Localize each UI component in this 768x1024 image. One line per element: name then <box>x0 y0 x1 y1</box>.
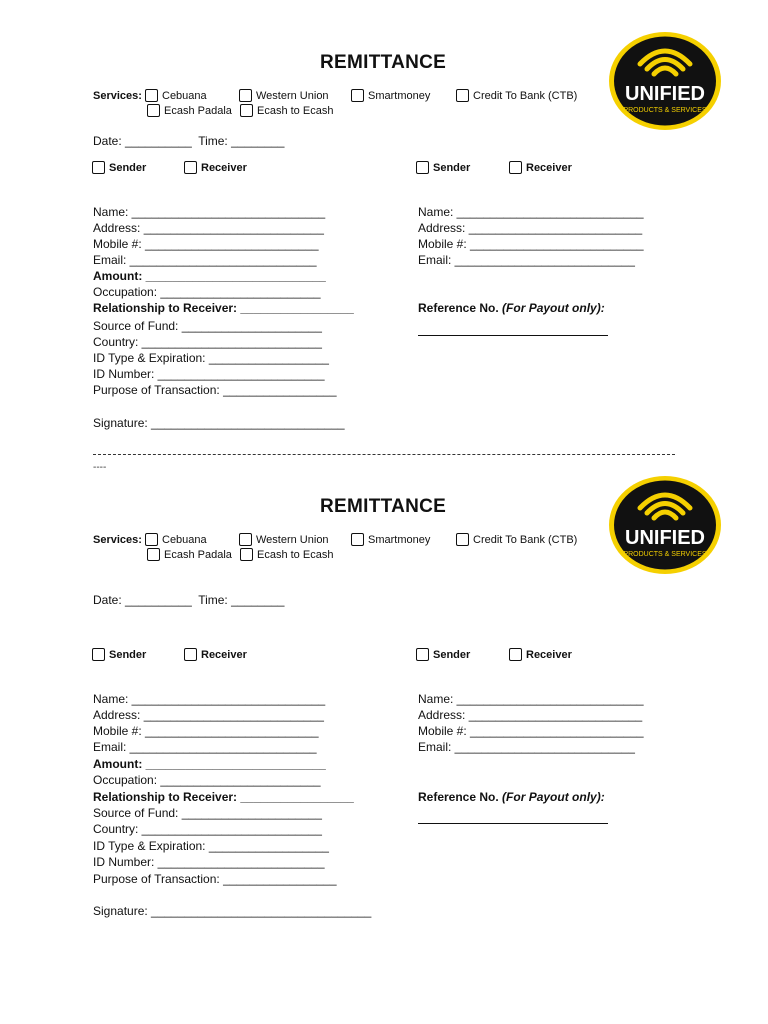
checkbox-icon[interactable] <box>351 533 364 546</box>
checkbox-icon[interactable] <box>416 648 429 661</box>
field-name[interactable]: Name: _____________________________ <box>93 692 326 706</box>
checkbox-icon[interactable] <box>456 533 469 546</box>
field-purpose[interactable]: Purpose of Transaction: _________________ <box>93 872 337 886</box>
receiver-field-mobile[interactable]: Mobile #: __________________________ <box>418 237 644 251</box>
logo-subtext: PRODUCTS & SERVICES <box>623 551 707 558</box>
reference-input-line[interactable] <box>418 823 608 824</box>
field-relationship[interactable]: Relationship to Receiver: _________________ <box>93 790 354 804</box>
remittance-form-top <box>0 0 768 473</box>
checkbox-icon[interactable] <box>239 533 252 546</box>
field-address[interactable]: Address: ___________________________ <box>93 221 324 235</box>
receiver-field-email[interactable]: Email: ___________________________ <box>418 253 635 267</box>
field-email[interactable]: Email: ____________________________ <box>93 740 317 754</box>
checkbox-icon[interactable] <box>145 533 158 546</box>
service-option-smartmoney[interactable]: Smartmoney <box>351 533 430 546</box>
receiver-field-address[interactable]: Address: __________________________ <box>418 221 643 235</box>
checkbox-icon[interactable] <box>145 89 158 102</box>
service-option-ecash-padala[interactable]: Ecash Padala <box>147 104 232 117</box>
service-option-ecash-to-ecash[interactable]: Ecash to Ecash <box>240 104 333 117</box>
field-id-number[interactable]: ID Number: _________________________ <box>93 367 325 381</box>
field-amount[interactable]: Amount: ___________________________ <box>93 269 326 283</box>
checkbox-icon[interactable] <box>239 89 252 102</box>
checkbox-icon[interactable] <box>509 648 522 661</box>
service-option-smartmoney[interactable]: Smartmoney <box>351 89 430 102</box>
field-occupation[interactable]: Occupation: ________________________ <box>93 773 321 787</box>
right-sender-option[interactable]: Sender <box>416 161 470 174</box>
form-title: REMITTANCE <box>320 496 447 517</box>
reference-label: Reference No. (For Payout only): <box>418 301 605 315</box>
service-option-ctb[interactable]: Credit To Bank (CTB) <box>456 533 577 546</box>
receiver-field-address[interactable]: Address: __________________________ <box>418 708 643 722</box>
receiver-field-name[interactable]: Name: ____________________________ <box>418 205 644 219</box>
service-option-ecash-padala[interactable]: Ecash Padala <box>147 548 232 561</box>
service-option-western-union[interactable]: Western Union <box>239 89 329 102</box>
cut-line-tail: ---- <box>93 462 107 473</box>
logo-text: UNIFIED <box>625 527 705 549</box>
field-email[interactable]: Email: ____________________________ <box>93 253 317 267</box>
services-label: Services: <box>93 534 142 546</box>
checkbox-icon[interactable] <box>240 104 253 117</box>
left-receiver-option[interactable]: Receiver <box>184 161 247 174</box>
field-signature[interactable]: Signature: _________________________________ <box>93 904 372 918</box>
field-mobile[interactable]: Mobile #: __________________________ <box>93 724 319 738</box>
field-id-type[interactable]: ID Type & Expiration: __________________ <box>93 351 329 365</box>
reference-label: Reference No. (For Payout only): <box>418 790 605 804</box>
checkbox-icon[interactable] <box>509 161 522 174</box>
right-receiver-option[interactable]: Receiver <box>509 648 572 661</box>
field-name[interactable]: Name: _____________________________ <box>93 205 326 219</box>
field-country[interactable]: Country: ___________________________ <box>93 335 322 349</box>
checkbox-icon[interactable] <box>147 548 160 561</box>
logo-text: UNIFIED <box>625 83 705 105</box>
field-amount[interactable]: Amount: ___________________________ <box>93 757 326 771</box>
services-label: Services: <box>93 90 142 102</box>
receiver-field-mobile[interactable]: Mobile #: __________________________ <box>418 724 644 738</box>
date-time-line[interactable]: Date: __________ Time: ________ <box>93 134 285 148</box>
checkbox-icon[interactable] <box>92 161 105 174</box>
logo-subtext: PRODUCTS & SERVICES <box>623 107 707 114</box>
date-time-line[interactable]: Date: __________ Time: ________ <box>93 593 285 607</box>
checkbox-icon[interactable] <box>240 548 253 561</box>
checkbox-icon[interactable] <box>92 648 105 661</box>
right-sender-option[interactable]: Sender <box>416 648 470 661</box>
left-receiver-option[interactable]: Receiver <box>184 648 247 661</box>
service-option-cebuana[interactable]: Cebuana <box>145 533 207 546</box>
left-sender-option[interactable]: Sender <box>92 161 146 174</box>
field-source-of-fund[interactable]: Source of Fund: _____________________ <box>93 806 322 820</box>
receiver-field-name[interactable]: Name: ____________________________ <box>418 692 644 706</box>
checkbox-icon[interactable] <box>184 161 197 174</box>
field-id-number[interactable]: ID Number: _________________________ <box>93 855 325 869</box>
form-title: REMITTANCE <box>320 52 447 73</box>
field-purpose[interactable]: Purpose of Transaction: _________________ <box>93 383 337 397</box>
reference-input-line[interactable] <box>418 335 608 336</box>
field-relationship[interactable]: Relationship to Receiver: _________________ <box>93 301 354 315</box>
field-address[interactable]: Address: ___________________________ <box>93 708 324 722</box>
field-source-of-fund[interactable]: Source of Fund: _____________________ <box>93 319 322 333</box>
service-option-ecash-to-ecash[interactable]: Ecash to Ecash <box>240 548 333 561</box>
field-id-type[interactable]: ID Type & Expiration: __________________ <box>93 839 329 853</box>
checkbox-icon[interactable] <box>351 89 364 102</box>
remittance-form-bottom <box>0 480 768 960</box>
field-occupation[interactable]: Occupation: ________________________ <box>93 285 321 299</box>
service-option-ctb[interactable]: Credit To Bank (CTB) <box>456 89 577 102</box>
field-country[interactable]: Country: ___________________________ <box>93 822 322 836</box>
field-mobile[interactable]: Mobile #: __________________________ <box>93 237 319 251</box>
checkbox-icon[interactable] <box>184 648 197 661</box>
left-sender-option[interactable]: Sender <box>92 648 146 661</box>
unified-logo <box>607 474 723 576</box>
checkbox-icon[interactable] <box>416 161 429 174</box>
checkbox-icon[interactable] <box>456 89 469 102</box>
service-option-cebuana[interactable]: Cebuana <box>145 89 207 102</box>
receiver-field-email[interactable]: Email: ___________________________ <box>418 740 635 754</box>
right-receiver-option[interactable]: Receiver <box>509 161 572 174</box>
unified-logo <box>607 30 723 132</box>
checkbox-icon[interactable] <box>147 104 160 117</box>
field-signature[interactable]: Signature: _____________________________ <box>93 416 345 430</box>
service-option-western-union[interactable]: Western Union <box>239 533 329 546</box>
cut-line <box>93 454 675 455</box>
